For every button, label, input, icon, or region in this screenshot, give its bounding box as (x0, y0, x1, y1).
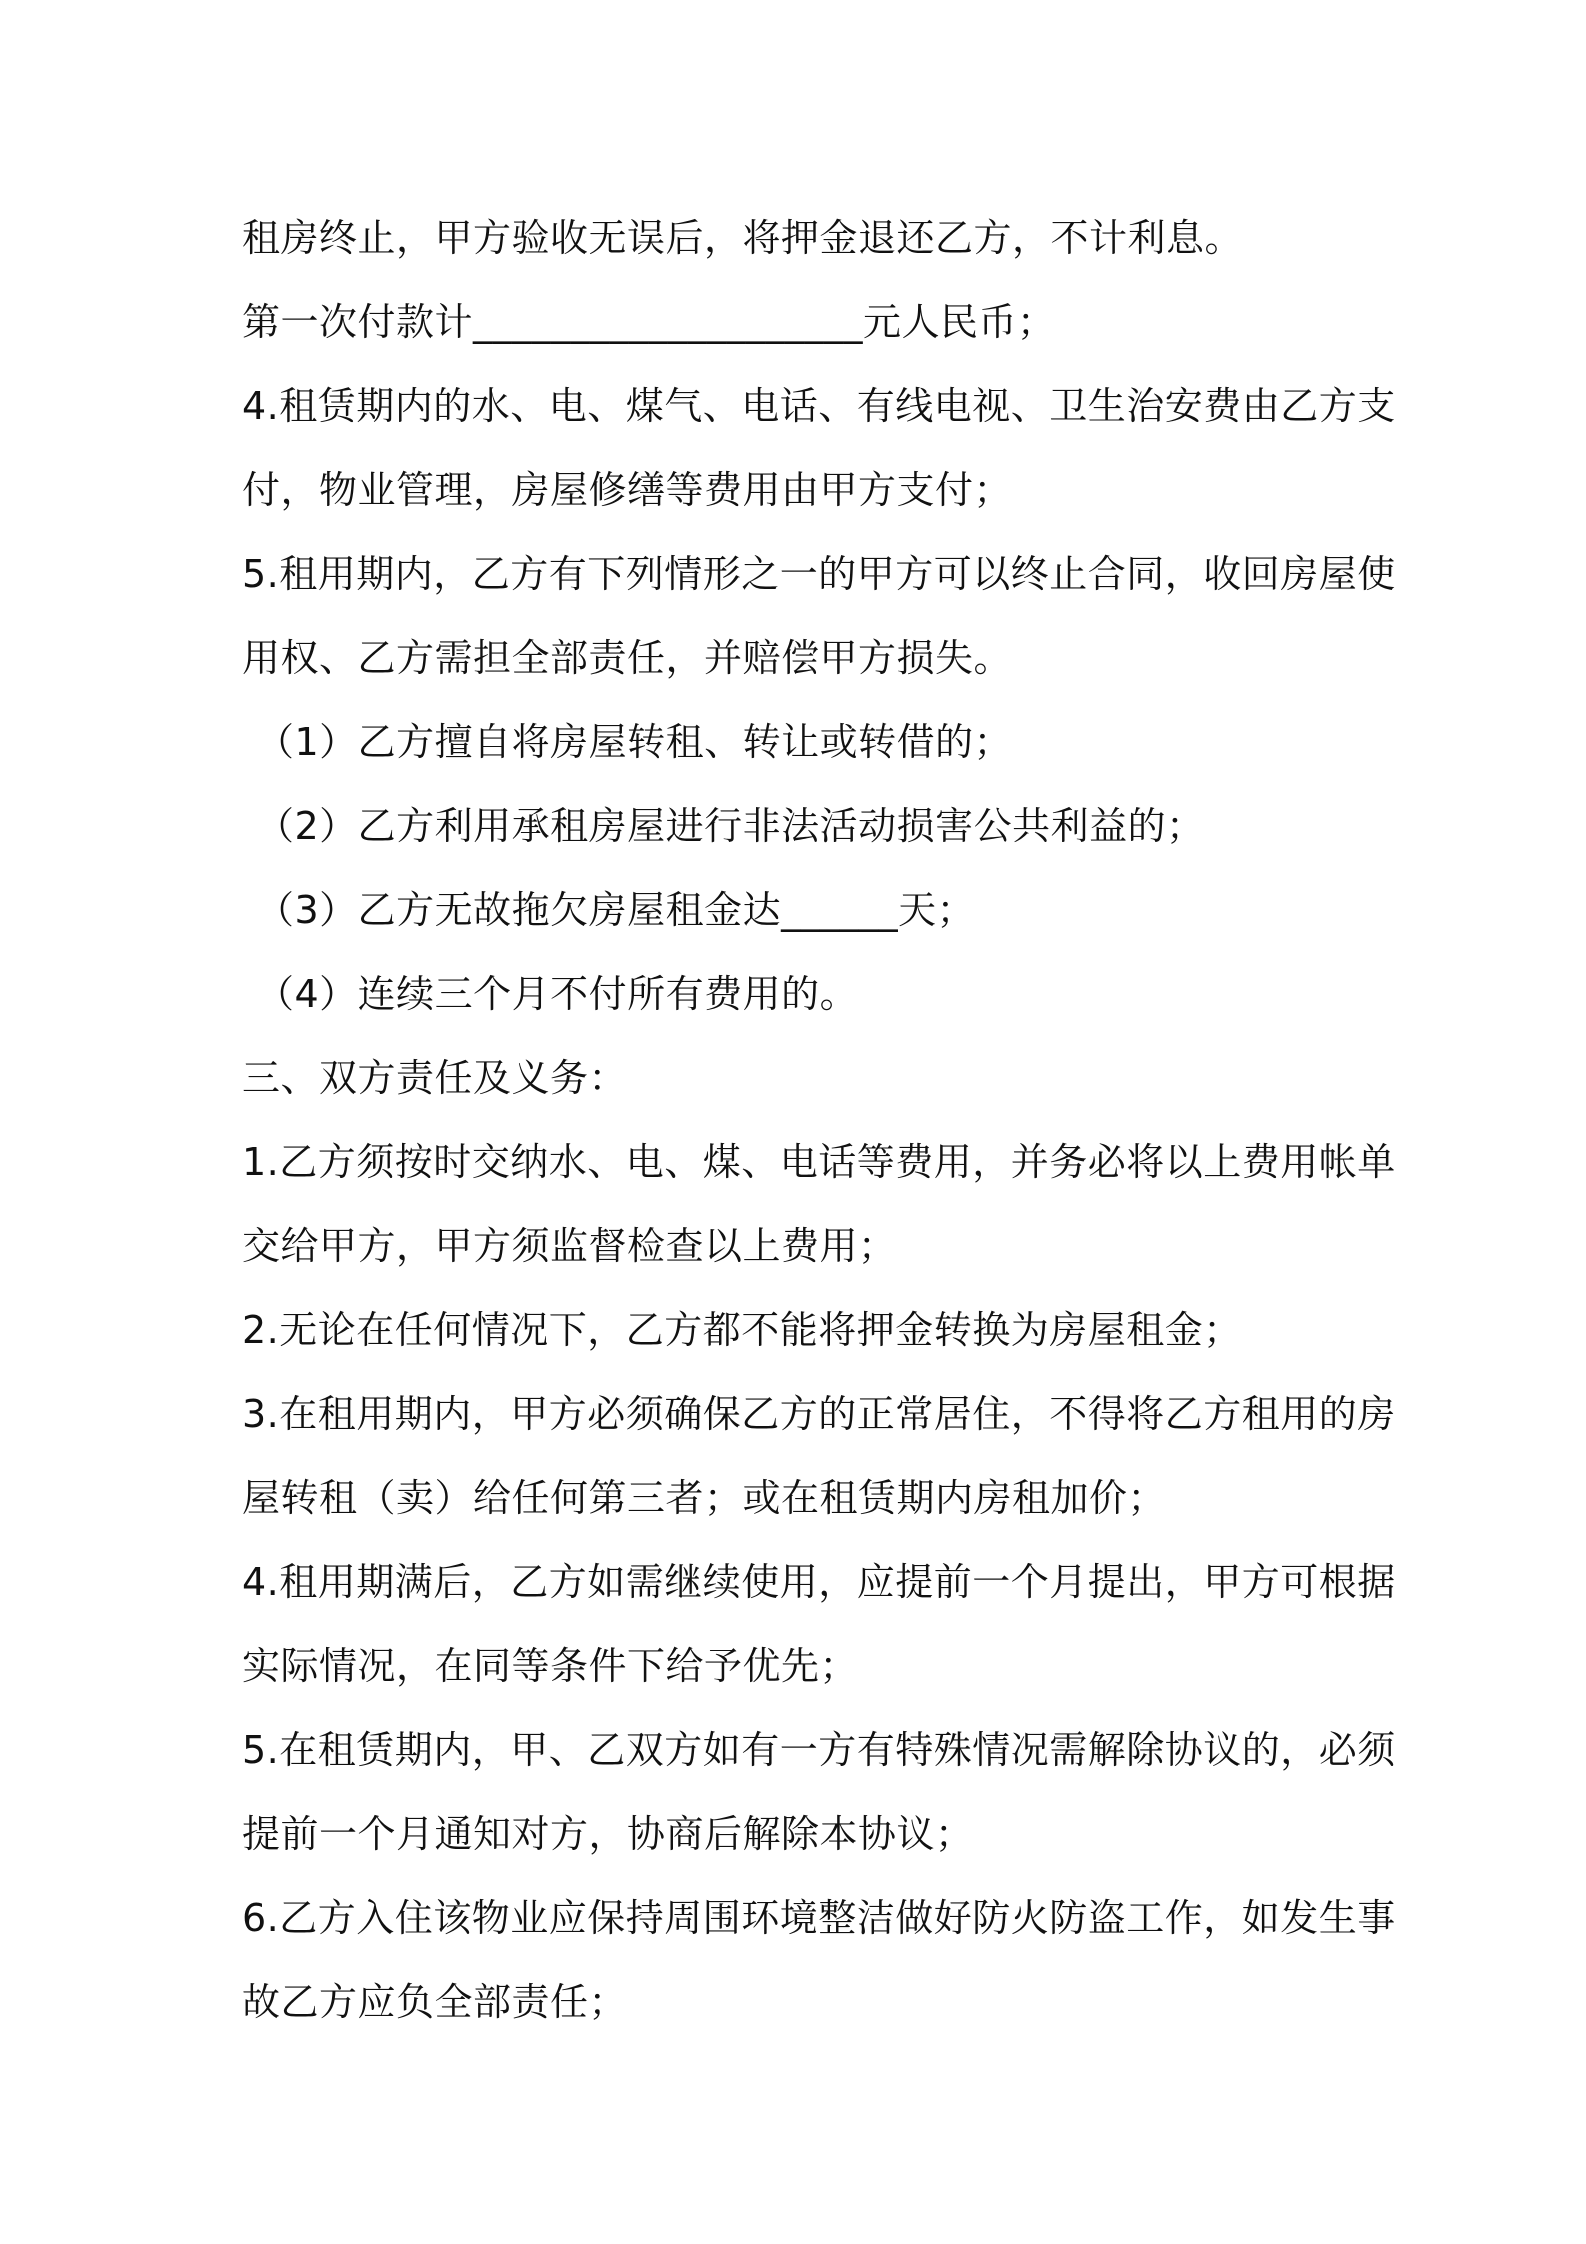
text-line-sub-1: （1）乙方擅自将房屋转租、转让或转借的； (256, 720, 1013, 764)
text-line-deposit-refund: 租房终止，甲方验收无误后，将押金退还乙方，不计利息。 (242, 216, 1244, 260)
text-line-sub-3: （3）乙方无故拖欠房屋租金达______天； (256, 888, 976, 932)
text-line-duty-6-part1: 6.乙方入住该物业应保持周围环境整洁做好防火防盗工作，如发生事 (242, 1896, 1396, 1940)
text-line-sub-2: （2）乙方利用承租房屋进行非法活动损害公共利益的； (256, 804, 1205, 848)
text-line-first-payment: 第一次付款计____________________元人民币； (242, 300, 1056, 344)
text-line-clause-4-part2: 付，物业管理，房屋修缮等费用由甲方支付； (242, 468, 1013, 512)
text-line-duty-1-part1: 1.乙方须按时交纳水、电、煤、电话等费用，并务必将以上费用帐单 (242, 1140, 1396, 1184)
text-line-sub-4: （4）连续三个月不付所有费用的。 (256, 972, 859, 1016)
text-line-clause-5-part1: 5.租用期内，乙方有下列情形之一的甲方可以终止合同，收回房屋使 (242, 552, 1396, 596)
text-line-clause-5-part2: 用权、乙方需担全部责任，并赔偿甲方损失。 (242, 636, 1013, 680)
document-body (242, 196, 1396, 2044)
text-line-duty-3-part2: 屋转租（卖）给任何第三者；或在租赁期内房租加价； (242, 1476, 1167, 1520)
text-line-duty-1-part2: 交给甲方，甲方须监督检查以上费用； (242, 1224, 897, 1268)
text-line-duty-4-part2: 实际情况，在同等条件下给予优先； (242, 1644, 859, 1688)
section-heading-responsibilities: 三、双方责任及义务： (242, 1056, 628, 1100)
text-line-duty-5-part2: 提前一个月通知对方，协商后解除本协议； (242, 1812, 974, 1856)
text-line-duty-2: 2.无论在任何情况下，乙方都不能将押金转换为房屋租金； (242, 1308, 1242, 1352)
text-line-duty-3-part1: 3.在租用期内，甲方必须确保乙方的正常居住，不得将乙方租用的房 (242, 1392, 1396, 1436)
text-line-duty-6-part2: 故乙方应负全部责任； (242, 1980, 628, 2024)
text-line-clause-4-part1: 4.租赁期内的水、电、煤气、电话、有线电视、卫生治安费由乙方支 (242, 384, 1396, 428)
text-line-duty-4-part1: 4.租用期满后，乙方如需继续使用，应提前一个月提出，甲方可根据 (242, 1560, 1396, 1604)
text-line-duty-5-part1: 5.在租赁期内，甲、乙双方如有一方有特殊情况需解除协议的，必须 (242, 1728, 1396, 1772)
